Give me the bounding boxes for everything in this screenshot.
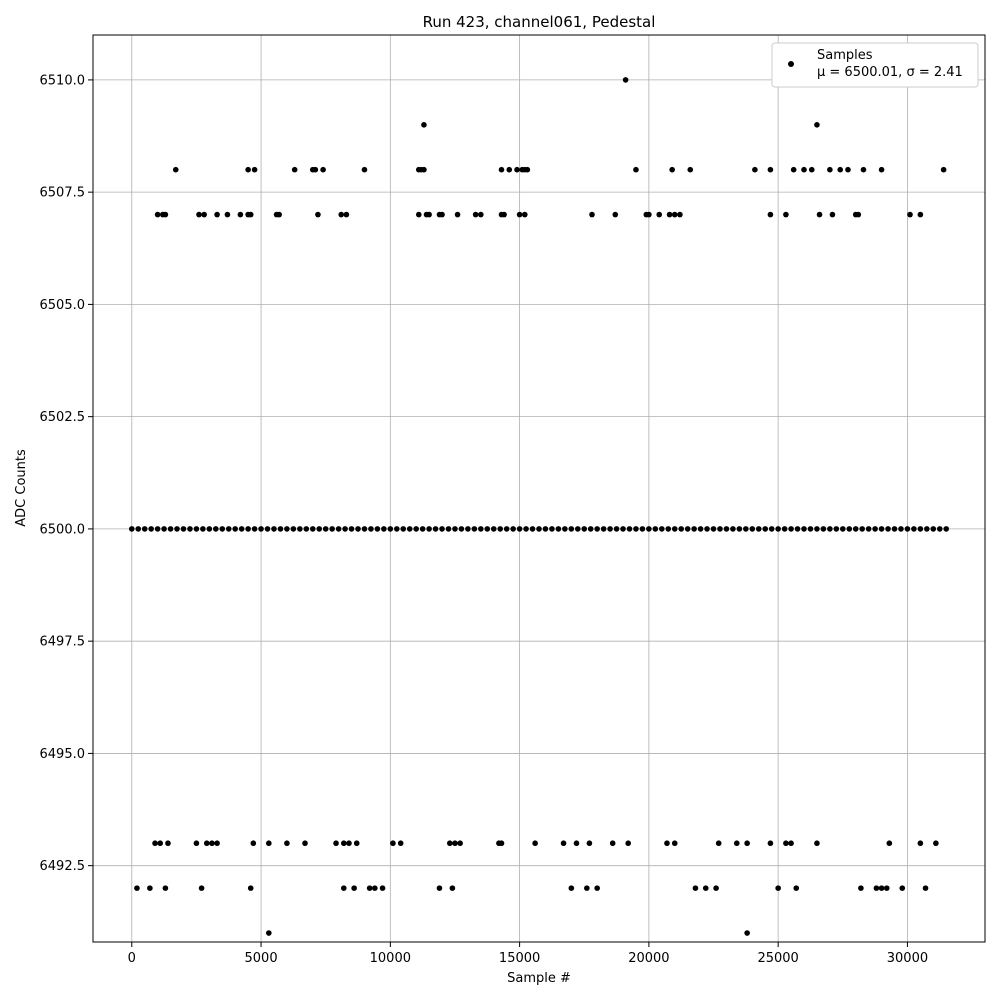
data-point — [672, 212, 678, 218]
y-axis — [40, 73, 94, 874]
data-point — [292, 167, 298, 173]
data-point — [452, 526, 458, 532]
data-point — [354, 840, 360, 846]
data-point — [795, 526, 801, 532]
data-point — [918, 840, 924, 846]
data-point — [457, 840, 463, 846]
x-tick-label: 15000 — [498, 951, 541, 966]
data-point — [501, 212, 507, 218]
x-tick-label: 30000 — [886, 951, 929, 966]
data-point — [569, 526, 575, 532]
data-point — [478, 526, 484, 532]
plot-frame — [93, 35, 985, 942]
data-point — [238, 212, 244, 218]
data-point — [439, 212, 445, 218]
data-point — [323, 526, 329, 532]
y-tick-label: 6495.0 — [39, 746, 85, 762]
data-point — [245, 526, 251, 532]
data-point — [194, 840, 200, 846]
data-point — [704, 526, 710, 532]
data-point — [801, 167, 807, 173]
data-point — [265, 526, 271, 532]
data-point — [752, 167, 758, 173]
y-tick-label: 6505.0 — [39, 297, 85, 313]
data-point — [783, 840, 789, 846]
data-point — [672, 526, 678, 532]
data-point — [439, 526, 445, 532]
data-point — [809, 167, 815, 173]
legend-stats-label: μ = 6500.01, σ = 2.41 — [817, 65, 963, 80]
data-point — [840, 526, 846, 532]
data-point — [413, 526, 419, 532]
data-point — [633, 167, 639, 173]
data-point — [478, 212, 484, 218]
data-point — [484, 526, 490, 532]
data-point — [291, 526, 297, 532]
data-point — [398, 840, 404, 846]
data-point — [814, 122, 820, 128]
data-point — [304, 526, 310, 532]
data-point — [499, 167, 505, 173]
data-point — [737, 526, 743, 532]
data-point — [744, 930, 750, 936]
data-point — [594, 885, 600, 891]
data-point — [872, 526, 878, 532]
data-point — [266, 840, 272, 846]
data-point — [677, 212, 683, 218]
data-point — [885, 526, 891, 532]
data-point — [316, 526, 322, 532]
data-point — [181, 526, 187, 532]
data-point — [152, 840, 158, 846]
data-point — [569, 885, 575, 891]
data-point — [381, 526, 387, 532]
data-point — [943, 526, 949, 532]
data-point — [266, 930, 272, 936]
data-point — [892, 526, 898, 532]
data-point — [716, 840, 722, 846]
data-point — [612, 212, 618, 218]
data-point — [768, 167, 774, 173]
data-point — [562, 526, 568, 532]
data-point — [155, 526, 161, 532]
data-point — [594, 526, 600, 532]
data-point — [375, 526, 381, 532]
data-point — [899, 885, 905, 891]
y-axis-label: ADC Counts — [14, 449, 29, 527]
data-point — [504, 526, 510, 532]
data-point — [226, 526, 232, 532]
data-point — [879, 167, 885, 173]
data-point — [209, 840, 215, 846]
x-tick-label: 0 — [127, 951, 136, 966]
data-point — [614, 526, 620, 532]
data-point — [693, 885, 699, 891]
data-point — [687, 167, 693, 173]
data-point — [129, 526, 135, 532]
data-point — [532, 840, 538, 846]
data-point — [342, 526, 348, 532]
data-point — [574, 840, 580, 846]
data-point — [678, 526, 684, 532]
data-point — [801, 526, 807, 532]
data-point — [640, 526, 646, 532]
data-point — [420, 526, 426, 532]
data-point — [465, 526, 471, 532]
data-point — [204, 840, 210, 846]
data-point — [933, 840, 939, 846]
data-point — [743, 526, 749, 532]
data-point — [536, 526, 542, 532]
data-point — [433, 526, 439, 532]
data-point — [510, 526, 516, 532]
data-point — [788, 526, 794, 532]
x-tick-label: 10000 — [369, 951, 412, 966]
data-point — [918, 212, 924, 218]
data-point — [659, 526, 665, 532]
data-point — [506, 167, 512, 173]
data-point — [258, 526, 264, 532]
data-point — [491, 526, 497, 532]
data-point — [157, 840, 163, 846]
chart-title: Run 423, channel061, Pedestal — [422, 13, 656, 31]
data-point — [225, 212, 231, 218]
data-point — [346, 840, 352, 846]
data-point — [380, 885, 386, 891]
data-point — [656, 212, 662, 218]
data-point — [450, 885, 456, 891]
data-point — [911, 526, 917, 532]
data-point — [315, 212, 321, 218]
data-point — [543, 526, 549, 532]
data-point — [667, 212, 673, 218]
data-point — [817, 212, 823, 218]
data-point — [884, 885, 890, 891]
data-point — [610, 840, 616, 846]
data-point — [416, 212, 422, 218]
data-point — [561, 840, 567, 846]
data-point — [278, 526, 284, 532]
y-tick-label: 6500.0 — [39, 522, 85, 538]
data-point — [783, 212, 789, 218]
data-point — [923, 885, 929, 891]
data-point — [148, 526, 154, 532]
data-point — [362, 167, 368, 173]
data-point — [905, 526, 911, 532]
data-point — [937, 526, 943, 532]
data-point — [762, 526, 768, 532]
data-point — [142, 526, 148, 532]
data-point — [768, 212, 774, 218]
data-point — [239, 526, 245, 532]
data-point — [168, 526, 174, 532]
data-point — [879, 526, 885, 532]
data-point — [245, 167, 251, 173]
data-point — [874, 885, 880, 891]
data-point — [252, 526, 258, 532]
data-point — [207, 526, 213, 532]
data-point — [830, 212, 836, 218]
grid-lines — [93, 35, 985, 942]
data-point — [276, 212, 282, 218]
data-point — [394, 526, 400, 532]
data-point — [388, 526, 394, 532]
data-point — [497, 526, 503, 532]
data-point — [199, 885, 205, 891]
data-point — [672, 840, 678, 846]
y-tick-label: 6497.5 — [39, 634, 85, 650]
data-point — [271, 526, 277, 532]
data-point — [517, 212, 523, 218]
data-point — [575, 526, 581, 532]
data-point — [856, 212, 862, 218]
data-point — [310, 526, 316, 532]
data-point — [333, 840, 339, 846]
data-point — [219, 526, 225, 532]
data-point — [338, 212, 344, 218]
data-point — [452, 840, 458, 846]
data-point — [633, 526, 639, 532]
data-point — [341, 840, 347, 846]
data-point — [232, 526, 238, 532]
data-point — [367, 885, 373, 891]
data-point — [866, 526, 872, 532]
data-point — [587, 840, 593, 846]
data-point — [930, 526, 936, 532]
data-point — [200, 526, 206, 532]
data-point — [691, 526, 697, 532]
data-point — [703, 885, 709, 891]
x-tick-label: 20000 — [628, 951, 670, 966]
data-point — [898, 526, 904, 532]
x-axis — [128, 942, 928, 966]
data-point — [730, 526, 736, 532]
data-point — [814, 526, 820, 532]
data-point — [320, 167, 326, 173]
y-tick-label: 6492.5 — [39, 859, 85, 875]
data-point — [734, 840, 740, 846]
data-point — [827, 526, 833, 532]
data-point — [859, 526, 865, 532]
data-point — [248, 212, 254, 218]
data-point — [756, 526, 762, 532]
data-point — [669, 167, 675, 173]
data-point — [664, 840, 670, 846]
data-point — [368, 526, 374, 532]
legend-series-name: Samples — [817, 48, 873, 63]
data-point — [924, 526, 930, 532]
data-point — [941, 167, 947, 173]
x-tick-label: 25000 — [757, 951, 799, 966]
data-point — [879, 885, 885, 891]
data-point — [814, 840, 820, 846]
data-point — [530, 526, 536, 532]
data-point — [717, 526, 723, 532]
legend — [772, 43, 978, 87]
data-point — [601, 526, 607, 532]
data-point — [400, 526, 406, 532]
data-point — [625, 840, 631, 846]
data-point — [523, 526, 529, 532]
data-point — [341, 885, 347, 891]
x-tick-label: 5000 — [244, 951, 278, 966]
data-point — [135, 526, 141, 532]
data-point — [782, 526, 788, 532]
data-point — [853, 526, 859, 532]
data-point — [473, 212, 479, 218]
data-point — [713, 885, 719, 891]
data-point — [455, 212, 461, 218]
data-point — [362, 526, 368, 532]
data-point — [584, 885, 590, 891]
data-point — [846, 526, 852, 532]
data-point — [653, 526, 659, 532]
legend-marker — [788, 61, 794, 67]
data-point — [837, 167, 843, 173]
data-point — [284, 840, 290, 846]
data-point — [589, 212, 595, 218]
data-point — [349, 526, 355, 532]
y-tick-label: 6507.5 — [39, 185, 85, 201]
data-point — [160, 212, 166, 218]
data-point — [845, 167, 851, 173]
data-points — [129, 77, 949, 936]
data-point — [724, 526, 730, 532]
data-point — [581, 526, 587, 532]
data-point — [446, 526, 452, 532]
data-point — [459, 526, 465, 532]
data-point — [213, 526, 219, 532]
data-point — [887, 840, 893, 846]
data-point — [284, 526, 290, 532]
data-point — [499, 840, 505, 846]
data-point — [791, 167, 797, 173]
data-point — [698, 526, 704, 532]
data-point — [248, 885, 254, 891]
data-point — [549, 526, 555, 532]
data-point — [351, 885, 357, 891]
data-point — [918, 526, 924, 532]
data-point — [623, 77, 629, 83]
data-point — [769, 526, 775, 532]
data-point — [750, 526, 756, 532]
data-point — [251, 840, 257, 846]
data-point — [834, 526, 840, 532]
data-point — [517, 526, 523, 532]
data-point — [607, 526, 613, 532]
data-point — [163, 885, 169, 891]
data-point — [768, 840, 774, 846]
data-point — [426, 212, 432, 218]
data-point — [472, 526, 478, 532]
data-point — [525, 167, 531, 173]
data-point — [214, 212, 220, 218]
data-point — [390, 840, 396, 846]
data-point — [201, 212, 207, 218]
data-point — [194, 526, 200, 532]
data-point — [196, 212, 202, 218]
data-point — [344, 212, 350, 218]
data-point — [821, 526, 827, 532]
data-point — [187, 526, 193, 532]
data-point — [214, 840, 220, 846]
data-point — [297, 526, 303, 532]
data-point — [858, 885, 864, 891]
data-point — [134, 885, 140, 891]
data-point — [775, 885, 781, 891]
data-point — [329, 526, 335, 532]
data-point — [646, 526, 652, 532]
data-point — [522, 212, 528, 218]
data-point — [861, 167, 867, 173]
data-point — [685, 526, 691, 532]
data-point — [907, 212, 913, 218]
data-point — [336, 526, 342, 532]
data-point — [808, 526, 814, 532]
data-point — [646, 212, 652, 218]
data-point — [165, 840, 171, 846]
data-point — [302, 840, 308, 846]
data-point — [313, 167, 319, 173]
data-point — [827, 167, 833, 173]
data-point — [252, 167, 258, 173]
data-point — [147, 885, 153, 891]
data-point — [620, 526, 626, 532]
data-point — [437, 885, 443, 891]
data-point — [556, 526, 562, 532]
data-point — [775, 526, 781, 532]
data-point — [421, 122, 427, 128]
data-point — [372, 885, 378, 891]
y-tick-label: 6510.0 — [39, 73, 85, 89]
data-point — [711, 526, 717, 532]
data-point — [514, 167, 520, 173]
data-point — [421, 167, 427, 173]
data-point — [174, 526, 180, 532]
data-point — [665, 526, 671, 532]
data-point — [744, 840, 750, 846]
x-axis-label: Sample # — [507, 971, 571, 986]
data-point — [788, 840, 794, 846]
y-tick-label: 6502.5 — [39, 410, 85, 426]
data-point — [627, 526, 633, 532]
data-point — [155, 212, 161, 218]
data-point — [793, 885, 799, 891]
data-point — [173, 167, 179, 173]
data-point — [355, 526, 361, 532]
data-point — [161, 526, 167, 532]
data-point — [407, 526, 413, 532]
data-point — [447, 840, 453, 846]
data-point — [588, 526, 594, 532]
data-point — [426, 526, 432, 532]
